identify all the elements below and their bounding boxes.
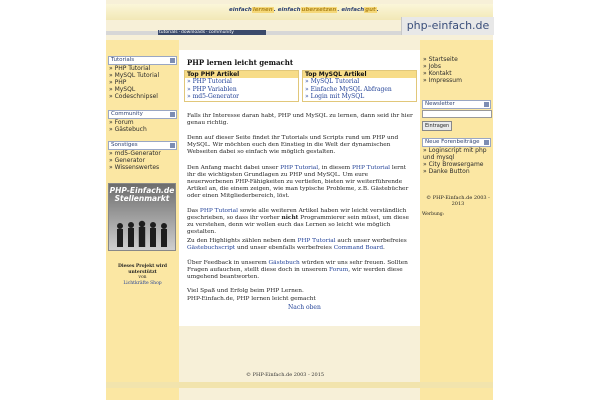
back-to-top-link[interactable]: Nach oben xyxy=(288,304,321,311)
right-sidebar xyxy=(420,40,493,400)
sidebar-item-php-tutorial[interactable]: » PHP Tutorial xyxy=(109,65,151,72)
text: Das xyxy=(187,208,200,214)
slogan-part: einfach xyxy=(229,7,252,13)
link-kontakt[interactable]: » Kontakt xyxy=(423,70,452,77)
community-title-text: Community xyxy=(111,111,143,117)
info-paragraph: Denn auf dieser Seite findet ihr Tutorials und Scripts rund um PHP und MySQL. Wir möchten euch den Einstieg in die Welt der dynamischen Webseiten dabei so einfach wie möglich gestalten. xyxy=(187,135,399,155)
sonstiges-box-title xyxy=(108,141,177,150)
sponsor-note xyxy=(106,264,179,286)
text: sowie alle weiteren Artikel haben wir leicht verständlich geschrieben, so dass ihr vorher xyxy=(187,208,407,221)
main-content xyxy=(179,50,420,326)
box-toggle-icon[interactable] xyxy=(484,102,489,107)
top-php-box xyxy=(184,70,299,102)
php-tutorial-link[interactable]: PHP Tutorial xyxy=(351,165,391,171)
newsletter-submit-button[interactable]: Eintragen xyxy=(422,121,452,131)
forum-box xyxy=(422,138,491,175)
forum-post[interactable]: » Danke Button xyxy=(423,168,470,175)
site-links xyxy=(422,56,491,84)
top-mysql-link[interactable]: » Einfache MySQL Abfragen xyxy=(305,85,392,93)
php-tutorial-link[interactable]: PHP Tutorial xyxy=(199,208,238,214)
text: . xyxy=(383,245,385,251)
top-php-link[interactable]: » md5-Generator xyxy=(187,93,240,100)
community-box-title xyxy=(108,110,177,119)
box-toggle-icon[interactable] xyxy=(484,140,489,145)
sidebar-item-forum[interactable]: » Forum xyxy=(109,119,134,126)
text: und unser ebenfalls werbefreies xyxy=(235,245,334,251)
nav-community[interactable]: community xyxy=(208,30,234,35)
nav-downloads[interactable]: downloads xyxy=(181,30,206,35)
guestbook-script-link[interactable]: Gästebuchscript xyxy=(187,245,236,251)
ad-title-line1: PHP-Einfach.de xyxy=(109,186,175,195)
ad-title xyxy=(109,187,175,203)
link-startseite[interactable]: » Startseite xyxy=(423,56,458,63)
nav-tutorials[interactable]: tutorials xyxy=(159,30,178,35)
sidebar-item-md5-generator[interactable]: » md5-Generator xyxy=(109,150,161,157)
newsletter-title-text: Newsletter xyxy=(425,101,455,107)
footer-copyright: © PHP-Einfach.de 2003 - 2015 xyxy=(246,372,325,378)
text: Zu den Highlights zählen neben dem xyxy=(187,238,298,244)
ad-title-line2: Stellenmarkt xyxy=(114,194,170,203)
text: Programmierer sein müsst, um diese zu verstehen, denn wir wollen euch das Lernen so leicht wie möglich gestalten. xyxy=(187,215,409,235)
forum-link[interactable]: Forum xyxy=(329,267,349,273)
link-impressum[interactable]: » Impressum xyxy=(423,77,462,84)
feedback-paragraph xyxy=(187,260,415,281)
forum-post[interactable]: » City Browsergame xyxy=(423,161,484,168)
page-title: PHP lernen leicht gemacht xyxy=(187,58,294,67)
sponsor-line2: von xyxy=(138,275,147,280)
bold-text: nicht xyxy=(281,215,299,221)
forum-title xyxy=(422,138,491,147)
sponsor-line1: Dieses Projekt wird unterstützt xyxy=(117,264,168,275)
slogan-highlight: lernen xyxy=(252,7,273,13)
sidebar-item-mysql[interactable]: » MySQL xyxy=(109,86,136,93)
text: auch unser werbefreies xyxy=(335,238,407,244)
closing-line: Viel Spaß und Erfolg beim PHP Lernen. xyxy=(187,288,304,294)
business-people-icon xyxy=(112,220,172,248)
slogan-highlight: ubersetzen xyxy=(301,7,337,13)
page xyxy=(106,0,493,400)
text: lernt ihr die wichtigsten Grundlagen zu PHP und MySQL. Um eure neuerworbenen PHP-Fähigkeiten zu vertiefen, bieten wir weiterführende Artikel an, die einem zeigen, wie man typische Probleme, z.B. Gästebücher oder einen Mitgliederbereich, löst. xyxy=(187,165,409,199)
php-tutorial-link[interactable]: PHP Tutorial xyxy=(280,165,319,171)
text: Den Anfang macht dabei unser xyxy=(187,165,281,171)
top-php-link[interactable]: » PHP Variablen xyxy=(187,85,237,93)
tutorials-box xyxy=(108,56,177,100)
stellenmarkt-ad[interactable] xyxy=(108,183,176,251)
top-php-link[interactable]: » PHP Tutorial xyxy=(187,78,232,85)
guestbook-link[interactable]: Gästebuch xyxy=(268,260,300,266)
newsletter-title xyxy=(422,100,491,109)
footer-band xyxy=(106,382,493,388)
box-toggle-icon[interactable] xyxy=(170,112,175,117)
text: Über Feedback in unserem xyxy=(187,260,269,266)
sidebar-item-gaestebuch[interactable]: » Gästebuch xyxy=(109,126,147,133)
header-slogan xyxy=(229,7,379,13)
top-php-title: Top PHP Artikel xyxy=(185,71,298,78)
slogan-part: . einfach xyxy=(337,7,365,13)
top-mysql-title: Top MySQL Artikel xyxy=(303,71,416,78)
sidebar-item-codeschnipsel[interactable]: » Codeschnipsel xyxy=(109,93,158,100)
easy-paragraph xyxy=(187,208,415,236)
highlights-paragraph xyxy=(187,238,415,252)
forum-post[interactable]: » Loginscript mit php und mysql xyxy=(423,147,487,161)
slogan-part: . einfach xyxy=(273,7,301,13)
header-nav: tutorials·downloads·community xyxy=(158,30,266,35)
top-mysql-link[interactable]: » Login mit MySQL xyxy=(305,93,365,100)
sidebar-item-wissenswertes[interactable]: » Wissenswertes xyxy=(109,164,160,171)
php-tutorial-link[interactable]: PHP Tutorial xyxy=(297,238,336,244)
community-box xyxy=(108,110,177,133)
slogan-highlight: gut xyxy=(365,7,376,13)
copyright: © PHP-Einfach.de 2003 - 2013 xyxy=(426,195,490,207)
slogan-part: . xyxy=(376,7,379,13)
werbung-label: Werbung: xyxy=(422,212,445,217)
top-mysql-box xyxy=(302,70,417,102)
link-jobs[interactable]: » Jobs xyxy=(423,63,441,70)
box-toggle-icon[interactable] xyxy=(170,143,175,148)
site-logo[interactable]: php-einfach.de xyxy=(401,17,494,35)
left-sidebar xyxy=(106,40,179,400)
sidebar-item-generator[interactable]: » Generator xyxy=(109,157,146,164)
intro-paragraph: Falls ihr Interesse daran habt, PHP und MySQL zu lernen, dann seid ihr hier genau richtig. xyxy=(187,113,413,126)
text: , wir werden diese umgehend beantworten. xyxy=(187,267,403,280)
sidebar-item-mysql-tutorial[interactable]: » MySQL Tutorial xyxy=(109,72,160,79)
top-mysql-link[interactable]: » MySQL Tutorial xyxy=(305,78,360,85)
sonstiges-title-text: Sonstiges xyxy=(111,142,138,148)
box-toggle-icon[interactable] xyxy=(170,58,175,63)
tutorials-title-text: Tutorials xyxy=(111,57,135,63)
sponsor-link[interactable]: Lichtkräfte Shop xyxy=(123,280,162,286)
tagline: PHP-Einfach.de, PHP lernen leicht gemacht xyxy=(187,296,316,302)
text: würden wir uns sehr freuen. Sollten Fragen aufauchen, stellt diese doch in unserem xyxy=(187,260,408,273)
newsletter-box xyxy=(422,100,491,109)
text: , in diesem xyxy=(318,165,352,171)
command-board-link[interactable]: Command Board xyxy=(333,245,384,251)
tutorials-box-title xyxy=(108,56,177,65)
newsletter-email-input[interactable] xyxy=(422,110,492,118)
tutorial-paragraph xyxy=(187,165,415,200)
sonstiges-box xyxy=(108,141,177,171)
forum-title-text: Neue Forenbeiträge xyxy=(425,139,480,145)
sidebar-item-php[interactable]: » PHP xyxy=(109,79,127,86)
